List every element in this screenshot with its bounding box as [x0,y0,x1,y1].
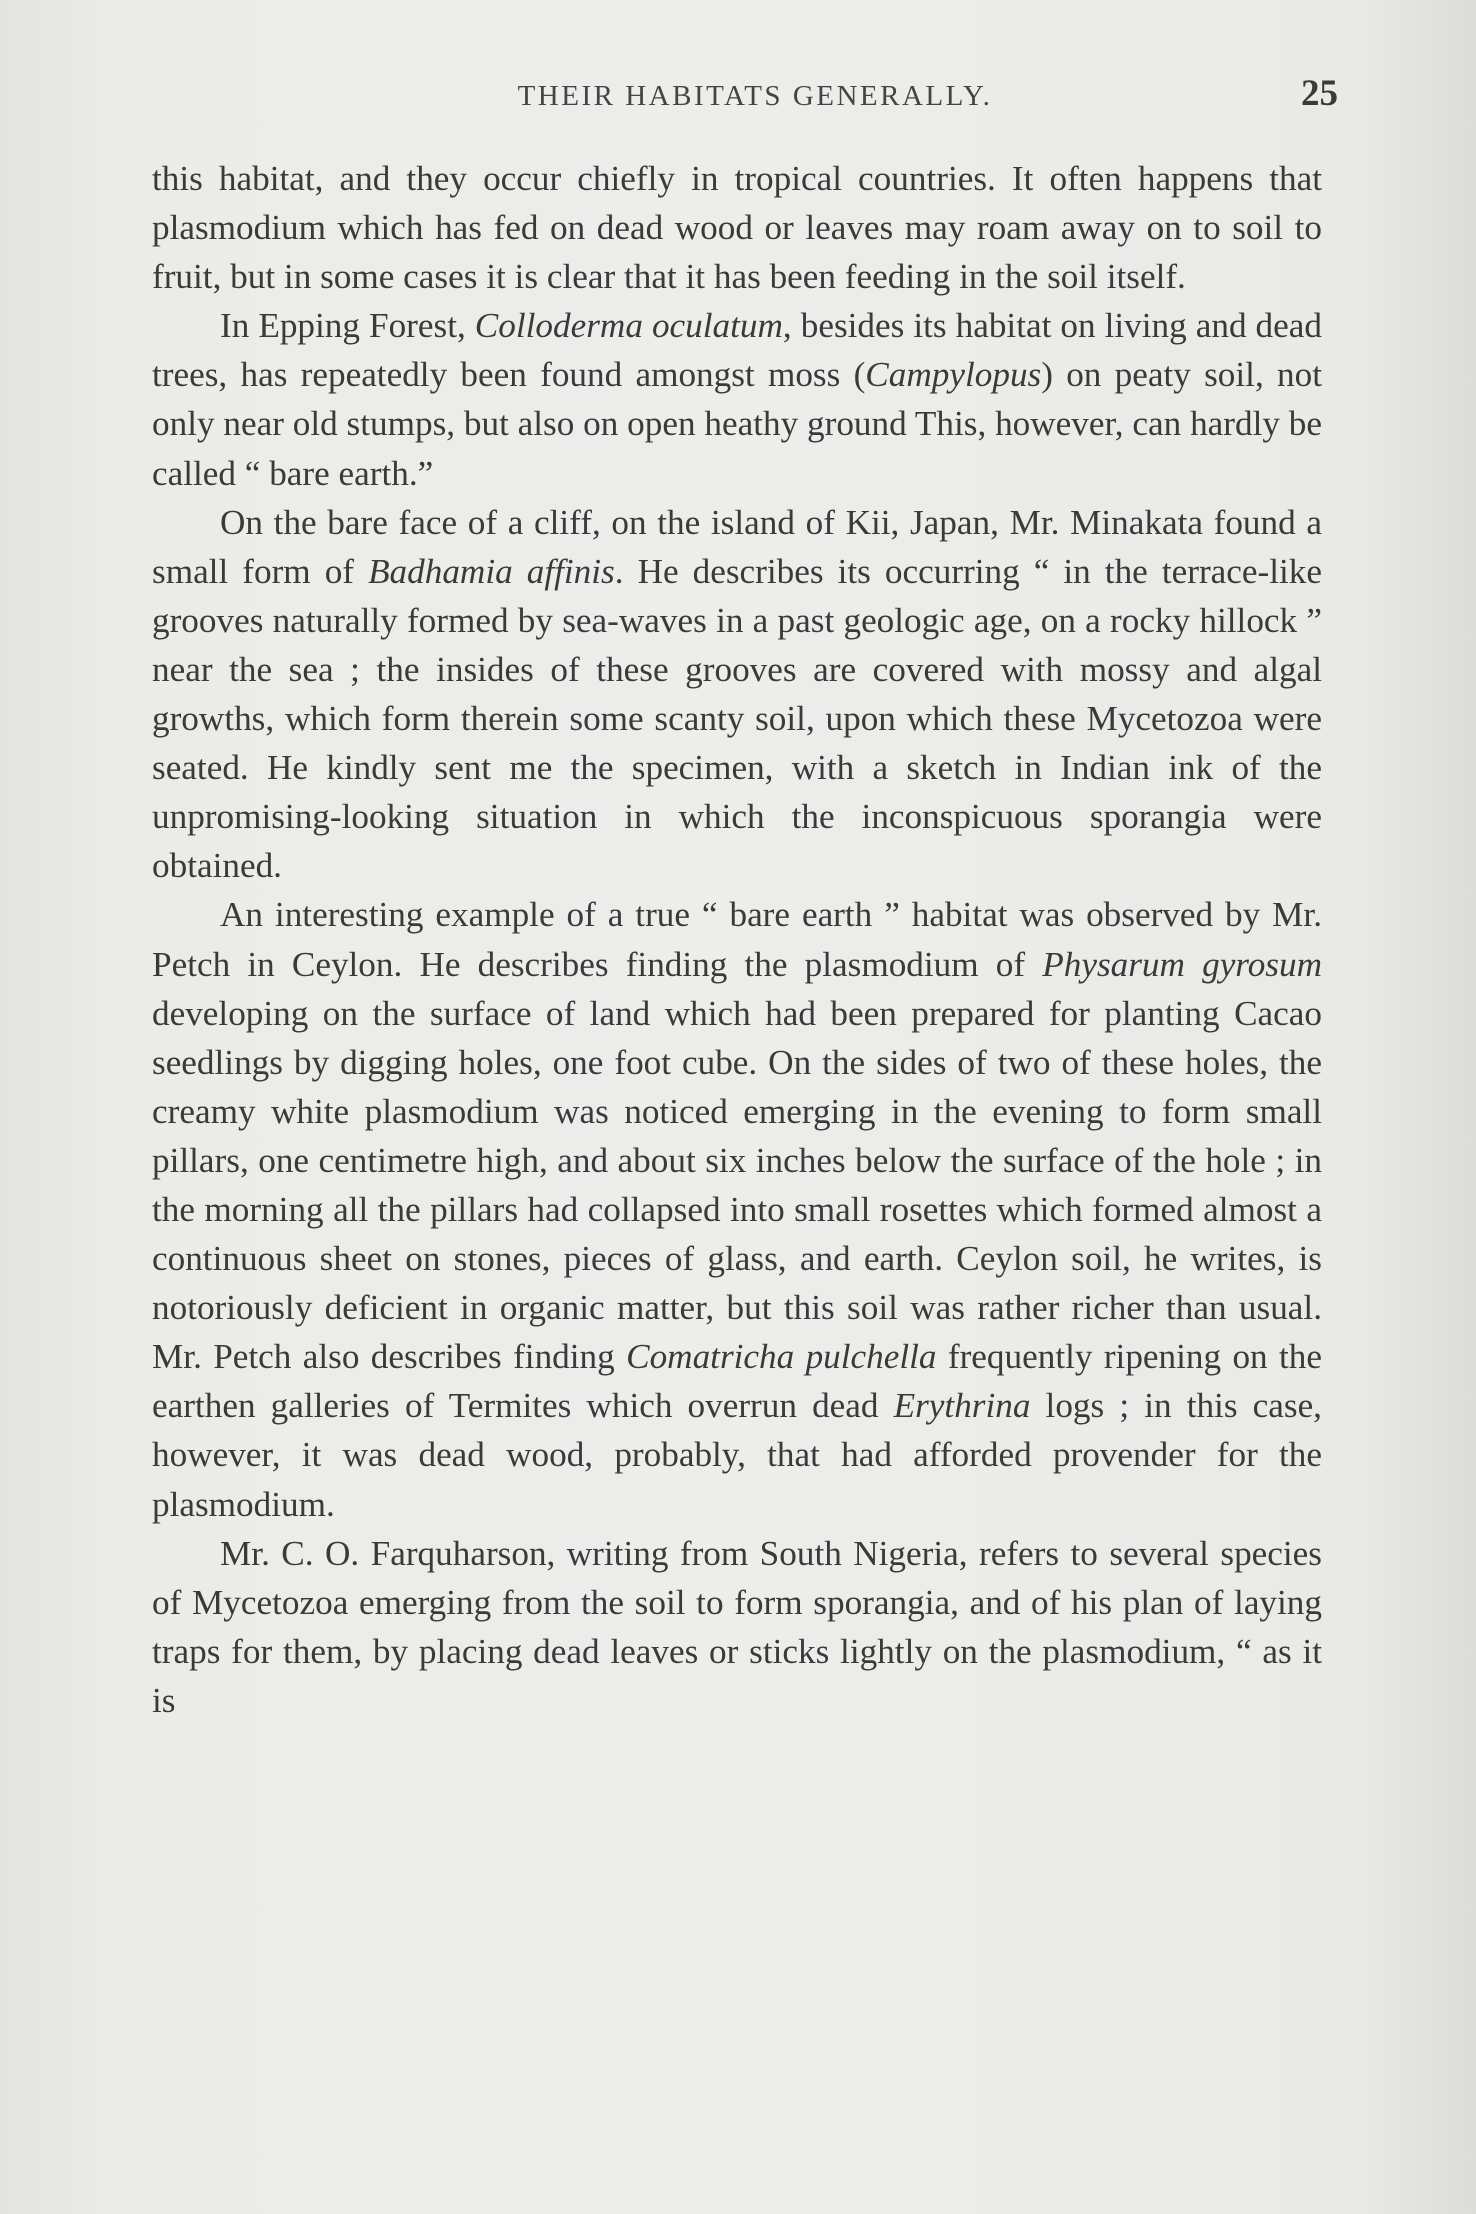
species-name: Comatricha pulchella [626,1337,937,1377]
page-number: 25 [1301,73,1338,114]
species-name: Campylopus [865,355,1042,395]
page-header [170,72,1340,122]
paragraph [152,498,1322,891]
text-run: Mr. C. O. Farquharson, writing from South Nigeria, refers to several species of Mycetozoa emerging from the soil to form sporangia, and of his plan of laying traps for them, by placing dead leaves or sticks lightly on the plasmodium, “ as it is [152,1533,1322,1720]
paragraph [152,1529,1322,1725]
species-name: Erythrina [893,1386,1031,1426]
species-name: Physarum gyrosum [1042,944,1322,984]
species-name: Badhamia affinis [368,551,615,591]
running-title: THEIR HABITATS GENERALLY. [517,80,993,112]
text-run: , besides its habitat on living and dead trees, has repeatedly been found amongst moss ( [152,306,1322,395]
text-run: In Epping Forest, [220,306,475,346]
paragraph [152,301,1322,497]
text-run: logs ; in this case, however, it was dead wood, probably, that had afforded provender for the plasmodium. [152,1386,1322,1524]
text-run: . He describes its occurring “ in the terrace-like grooves naturally formed by sea-waves in a past geologic age, on a rocky hillock ” near the sea ; the insides of these grooves are covered with mossy and algal growths, which form therein some scanty soil, upon which these Mycetozoa were seated. He kindly sent me the specimen, with a sketch in Indian ink of the unpromising-looking situation in which the inconspicuous sporangia were obtained. [152,551,1322,886]
species-name: Colloderma oculatum [474,306,783,346]
text-run: developing on the surface of land which had been prepared for planting Cacao seedlings by digging holes, one foot cube. On the sides of two of these holes, the creamy white plasmodium was noticed emerging in the evening to form small pillars, one centimetre high, and about six inches below the surface of the hole ; in the morning all the pillars had collapsed into small rosettes which formed almost a continuous sheet on stones, pieces of glass, and earth. Ceylon soil, he writes, is notoriously deficient in organic matter, but this soil was rather richer than usual. Mr. Petch also describes finding [152,993,1322,1377]
text-run: this habitat, and they occur chiefly in tropical countries. It often happens that plasmodium which has fed on dead wood or leaves may roam away on to soil to fruit, but in some cases it is clear that it has been feeding in the soil itself. [152,159,1322,297]
text-run: frequently ripening on the earthen galleries of Termites which overrun dead [152,1337,1322,1426]
text-run: An interesting example of a true “ bare earth ” habitat was observed by Mr. Petch in Ceylon. He describes finding the plasmodium of [152,895,1322,984]
body-text [152,154,1322,1725]
paragraph [152,154,1322,301]
text-run: On the bare face of a cliff, on the island of Kii, Japan, Mr. Minakata found a small form of [152,502,1322,591]
text-run: ) on peaty soil, not only near old stumps, but also on open heathy ground This, however, can hardly be called “ bare earth.” [152,355,1322,493]
paragraph [152,890,1322,1528]
